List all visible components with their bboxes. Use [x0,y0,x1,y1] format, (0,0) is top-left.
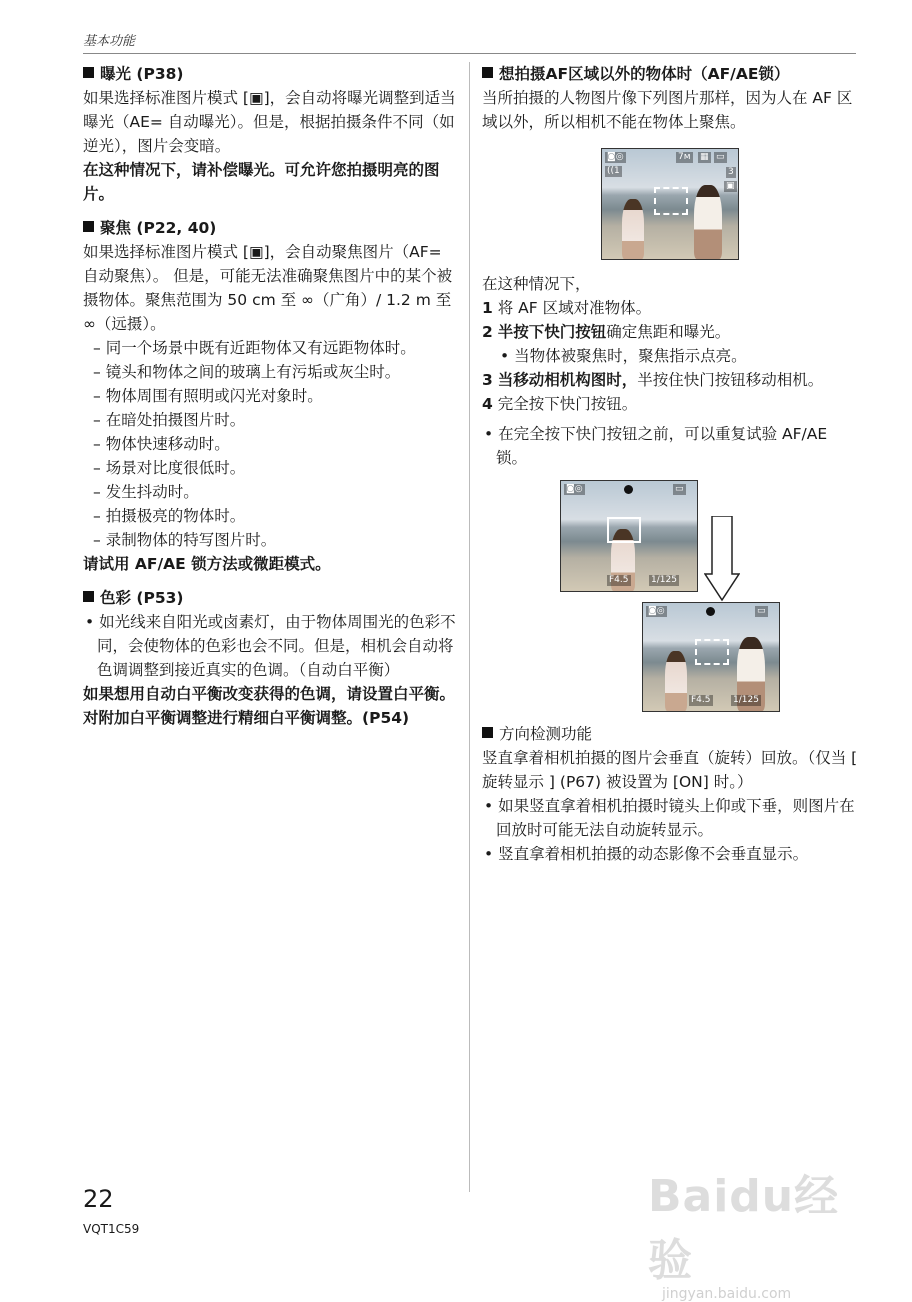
color-advice-2: 对附加白平衡调整进行精细白平衡调整。(P54) [83,709,410,727]
shots-remaining: 3 [728,167,734,177]
square-bullet-icon [482,727,493,738]
focus-list [83,336,459,552]
right-column [482,62,858,866]
watermark [648,1160,858,1302]
orientation-bullet-1: • 如果竖直拿着相机拍摄时镜头上仰或下垂，则图片在回放时可能无法自动旋转显示。 [484,797,855,839]
list-item: – 物体周围有照明或闪光对象时。 [93,387,323,405]
page-header: 基本功能 [83,30,856,54]
focus-body: 如果选择标准图片模式 [▣]，会自动聚焦图片（AF= 自动聚焦）。 但是，可能无法准确聚焦图片中的某个被摄物体。聚焦范围为 50 cm 至 ∞（广角）/ 1.2 m 至 ∞（远摄）。 [83,243,453,333]
step-3: 3 当移动相机构图时，半按住快门按钮移动相机。 [482,371,824,389]
aflock-after: 在这种情况下， [482,275,591,293]
quality-indicator-icon: ▦ [700,152,709,162]
aflock-heading: 想拍摄AF区域以外的物体时（AF/AE锁） [482,62,858,86]
list-item: – 发生抖动时。 [93,483,199,501]
page-number: 22 [83,1185,114,1213]
aflock-bullet: • 在完全按下快门按钮之前，可以重复试验 AF/AE 锁。 [484,425,828,467]
stabilizer-indicator: ((1 [607,166,620,176]
mode-indicator-icon: ◙◎ [566,484,583,494]
battery-icon: ▭ [675,484,684,494]
square-bullet-icon [83,221,94,232]
document-code: VQT1C59 [83,1222,140,1236]
focus-heading: 聚焦 (P22, 40) [83,216,459,240]
photo-subject-girl [665,651,687,711]
watermark-url: jingyan.baidu.com [662,1286,792,1302]
aflock-body: 当所拍摄的人物图片像下列图片那样，因为人在 AF 区域以外，所以相机不能在物体上聚焦。 [482,89,853,131]
list-item: – 同一个场景中既有近距物体又有远距物体时。 [93,339,416,357]
aperture-value: F4.5 [609,575,629,585]
arrow-down-icon [704,516,740,602]
mode-indicator-icon: ◙◎ [607,152,624,162]
step-2-note: • 当物体被聚焦时，聚焦指示点亮。 [500,347,747,365]
orientation-heading: 方向检测功能 [482,722,858,746]
color-heading: 色彩 (P53) [83,586,459,610]
af-area-frame [695,639,729,665]
exposure-body: 如果选择标准图片模式 [▣]，会自动将曝光调整到适当曝光（AE= 自动曝光）。但是，根据拍摄条件不同（如逆光），图片会变暗。 [83,89,456,155]
camera-screen-locked [560,480,698,592]
step-2: 2 半按下快门按钮确定焦距和曝光。 [482,323,731,341]
aflock-figure [482,480,858,712]
list-item: – 镜头和物体之间的玻璃上有污垢或灰尘时。 [93,363,401,381]
orientation-bullet-2: • 竖直拿着相机拍摄的动态影像不会垂直显示。 [484,845,809,863]
color-advice-1: 如果想用自动白平衡改变获得的色调，请设置白平衡。 [83,685,456,703]
af-area-frame [607,517,641,543]
focus-advice: 请试用 AF/AE 锁方法或微距模式。 [83,555,331,573]
left-column [83,62,459,730]
list-item: – 物体快速移动时。 [93,435,230,453]
shutter-value: 1/125 [651,575,677,585]
shutter-value: 1/125 [733,695,759,705]
focus-indicator-icon [624,485,633,494]
photo-subject-woman [694,185,722,259]
camera-screen-out-of-focus [601,148,739,260]
af-area-frame [654,187,688,215]
column-divider [469,62,470,1192]
camera-screen-recomposed [642,602,780,712]
exposure-heading: 曝光 (P38) [83,62,459,86]
exposure-advice: 在这种情况下，请补偿曝光。可允许您拍摄明亮的图片。 [83,161,440,203]
step-4: 4 完全按下快门按钮。 [482,395,638,413]
orientation-body: 竖直拿着相机拍摄的图片会垂直（旋转）回放。（仅当 [ 旋转显示 ] (P67) 被设置为 [ON] 时。） [482,749,858,791]
step-1: 1 将 AF 区域对准物体。 [482,299,652,317]
battery-icon: ▭ [757,606,766,616]
focus-indicator-icon [706,607,715,616]
square-bullet-icon [83,591,94,602]
color-bullet: • 如光线来自阳光或卤素灯，由于物体周围光的色彩不同，会使物体的色彩也会不同。但是，相机会自动将色调调整到接近真实的色调。（自动白平衡） [85,613,456,679]
aperture-value: F4.5 [691,695,711,705]
list-item: – 拍摄极亮的物体时。 [93,507,246,525]
list-item: – 在暗处拍摄图片时。 [93,411,246,429]
card-icon: ▣ [726,181,735,191]
battery-icon: ▭ [716,152,725,162]
resolution-indicator: 7ᴍ [678,152,691,162]
square-bullet-icon [482,67,493,78]
photo-subject-girl [622,199,644,259]
watermark-logo: Baidu经验 [648,1171,840,1286]
list-item: – 录制物体的特写图片时。 [93,531,277,549]
mode-indicator-icon: ◙◎ [648,606,665,616]
list-item: – 场景对比度很低时。 [93,459,246,477]
square-bullet-icon [83,67,94,78]
